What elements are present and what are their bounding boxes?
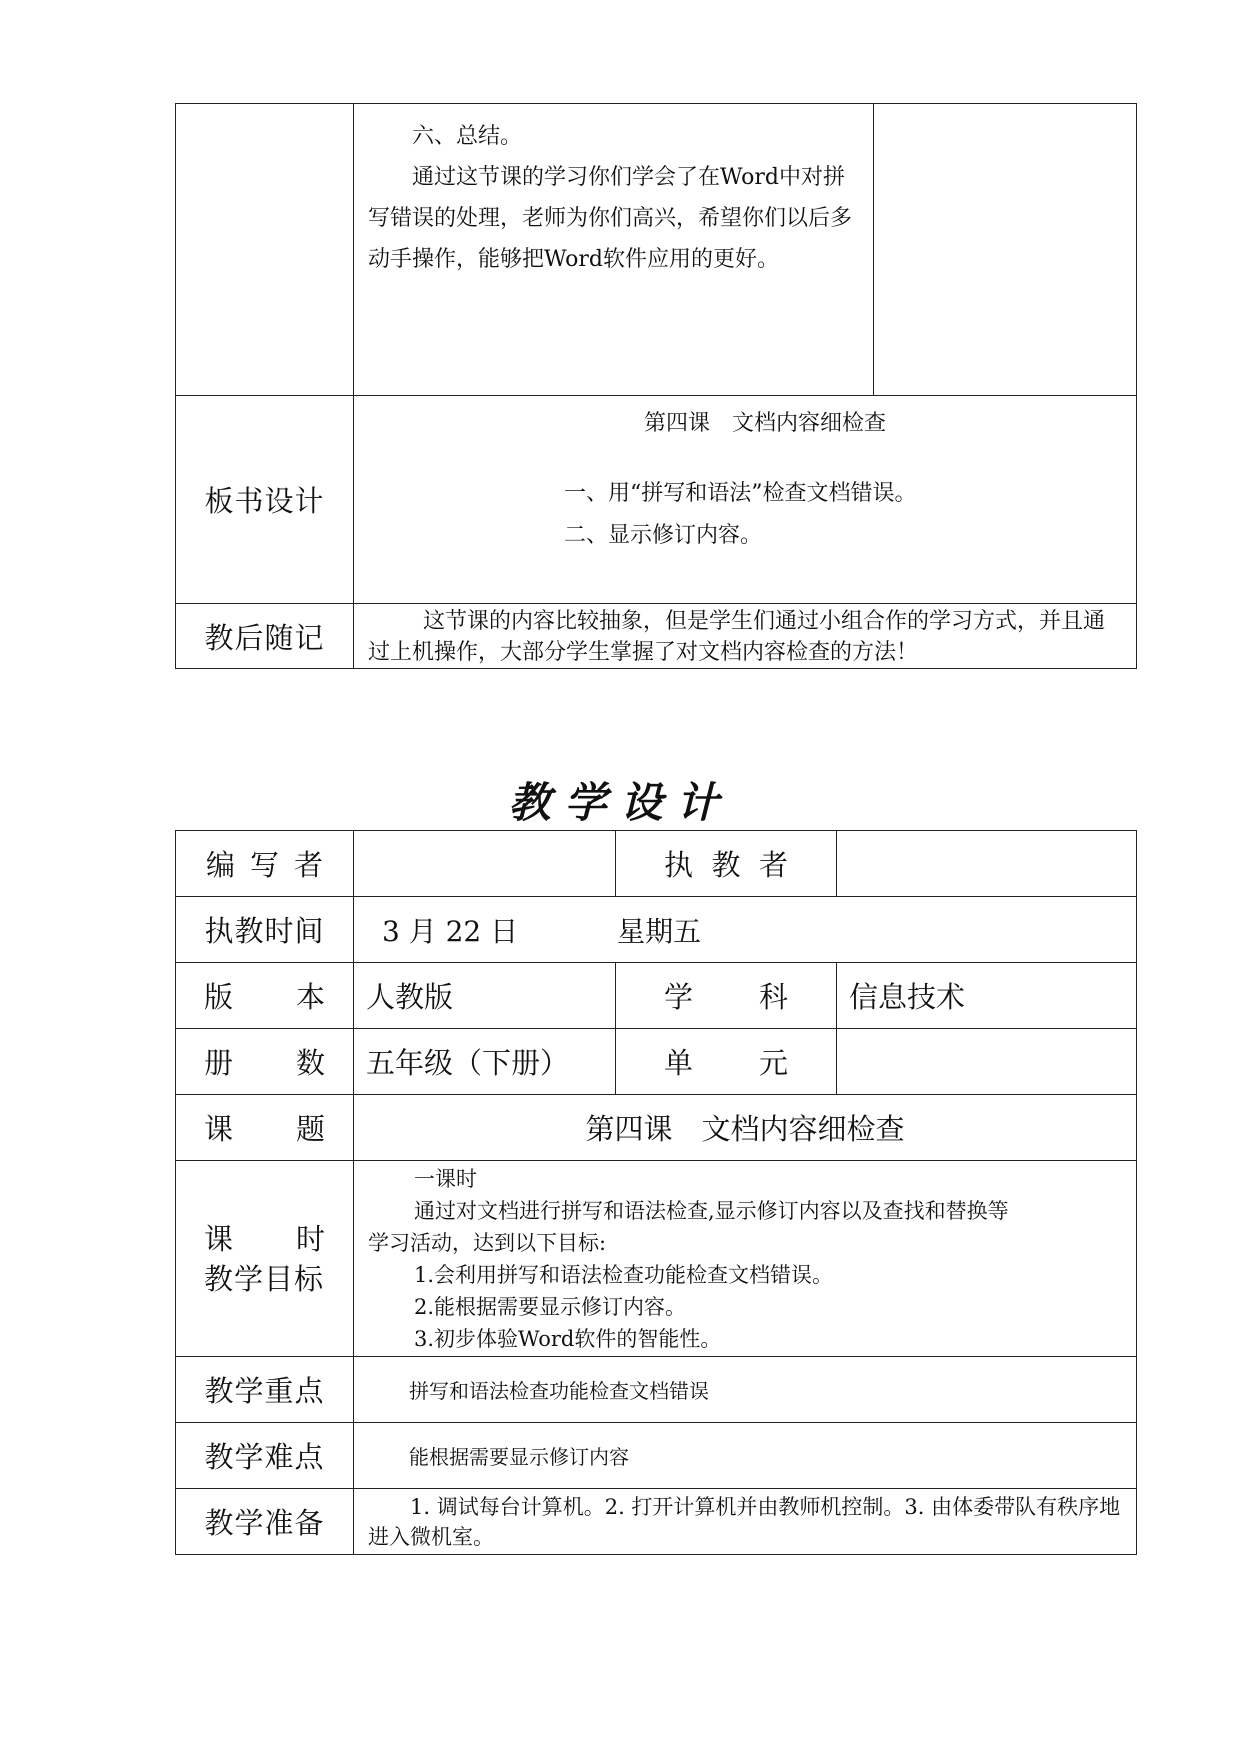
page-title: 教学设计	[508, 778, 733, 827]
objective-label-char: 时	[295, 1221, 325, 1256]
afterword-label: 教后随记	[176, 604, 354, 669]
subject-value: 信息技术	[837, 963, 1137, 1029]
teaching-design-table	[175, 830, 1137, 1555]
empty-label-cell	[176, 104, 354, 396]
board-design-content	[354, 396, 1137, 604]
author-label-char: 编	[206, 848, 236, 882]
objective-line: 3.初步体验Word软件的智能性。	[414, 1326, 722, 1351]
teacher-label-char: 执	[664, 848, 694, 882]
lesson-continuation-table	[175, 103, 1137, 669]
author-label-char: 者	[293, 848, 323, 882]
subject-label	[616, 963, 837, 1029]
subject-label-char: 学	[664, 980, 694, 1014]
weekday-value: 星期五	[617, 914, 702, 948]
objective-line: 一课时	[414, 1166, 477, 1191]
time-cell	[354, 897, 1137, 963]
objective-line: 学习活动，达到以下目标:	[368, 1230, 607, 1255]
key-point-value: 拼写和语法检查功能检查文档错误	[354, 1357, 1137, 1423]
unit-label	[616, 1029, 837, 1095]
author-label-char: 写	[249, 848, 279, 882]
unit-label-char: 元	[758, 1046, 788, 1080]
teacher-label-char: 教	[711, 848, 741, 882]
edition-label-char: 本	[295, 980, 325, 1014]
board-item-1: 一、用“拼写和语法”检查文档错误。	[564, 481, 917, 506]
key-point-label: 教学重点	[176, 1357, 354, 1423]
empty-notes-cell	[874, 104, 1137, 396]
date-value: 3 月 22 日	[382, 914, 519, 948]
topic-label-char: 题	[295, 1112, 325, 1146]
preparation-label: 教学准备	[176, 1489, 354, 1555]
volume-label-char: 册	[204, 1046, 234, 1080]
volume-label-char: 数	[295, 1046, 325, 1080]
summary-cell	[354, 104, 874, 396]
afterword-cell	[354, 604, 1137, 669]
volume-value: 五年级（下册）	[354, 1029, 616, 1095]
author-label	[176, 831, 354, 897]
topic-value: 第四课 文档内容细检查	[354, 1095, 1137, 1161]
summary-text: 通过这节课的学习你们学会了在Word中对拼写错误的处理，老师为你们高兴，希望你们以后多动手操作，能够把Word软件应用的更好。	[368, 165, 853, 272]
summary-heading: 六、总结。	[412, 124, 523, 149]
unit-label-char: 单	[664, 1046, 694, 1080]
teacher-label	[616, 831, 837, 897]
objective-line: 2.能根据需要显示修订内容。	[414, 1294, 687, 1319]
subject-label-char: 科	[758, 980, 788, 1014]
objective-line: 1.会利用拼写和语法检查功能检查文档错误。	[414, 1262, 834, 1287]
preparation-cell	[354, 1489, 1137, 1555]
topic-label	[176, 1095, 354, 1161]
edition-label-char: 版	[204, 980, 234, 1014]
edition-value: 人教版	[354, 963, 616, 1029]
afterword-text: 这节课的内容比较抽象，但是学生们通过小组合作的学习方式，并且通过上机操作，大部分学生掌握了对文档内容检查的方法！	[368, 609, 1106, 665]
board-title: 第四课 文档内容细检查	[643, 411, 886, 436]
topic-label-char: 课	[204, 1112, 234, 1146]
board-design-label: 板书设计	[176, 396, 354, 604]
difficulty-label: 教学难点	[176, 1423, 354, 1489]
edition-label	[176, 963, 354, 1029]
preparation-value: 1. 调试每台计算机。2. 打开计算机并由教师机控制。3. 由体委带队有秩序地进入微机室。	[368, 1494, 1121, 1549]
teacher-value	[837, 831, 1137, 897]
objective-label	[176, 1161, 354, 1357]
objective-content	[354, 1161, 1137, 1357]
board-item-2: 二、显示修订内容。	[564, 523, 763, 548]
volume-label	[176, 1029, 354, 1095]
objective-label-char: 课	[204, 1221, 234, 1256]
time-label: 执教时间	[176, 897, 354, 963]
author-value	[354, 831, 616, 897]
objective-label-line2: 教学目标	[204, 1261, 325, 1296]
unit-value	[837, 1029, 1137, 1095]
difficulty-value: 能根据需要显示修订内容	[354, 1423, 1137, 1489]
teacher-label-char: 者	[758, 848, 788, 882]
objective-line: 通过对文档进行拼写和语法检查,显示修订内容以及查找和替换等	[414, 1198, 1009, 1223]
